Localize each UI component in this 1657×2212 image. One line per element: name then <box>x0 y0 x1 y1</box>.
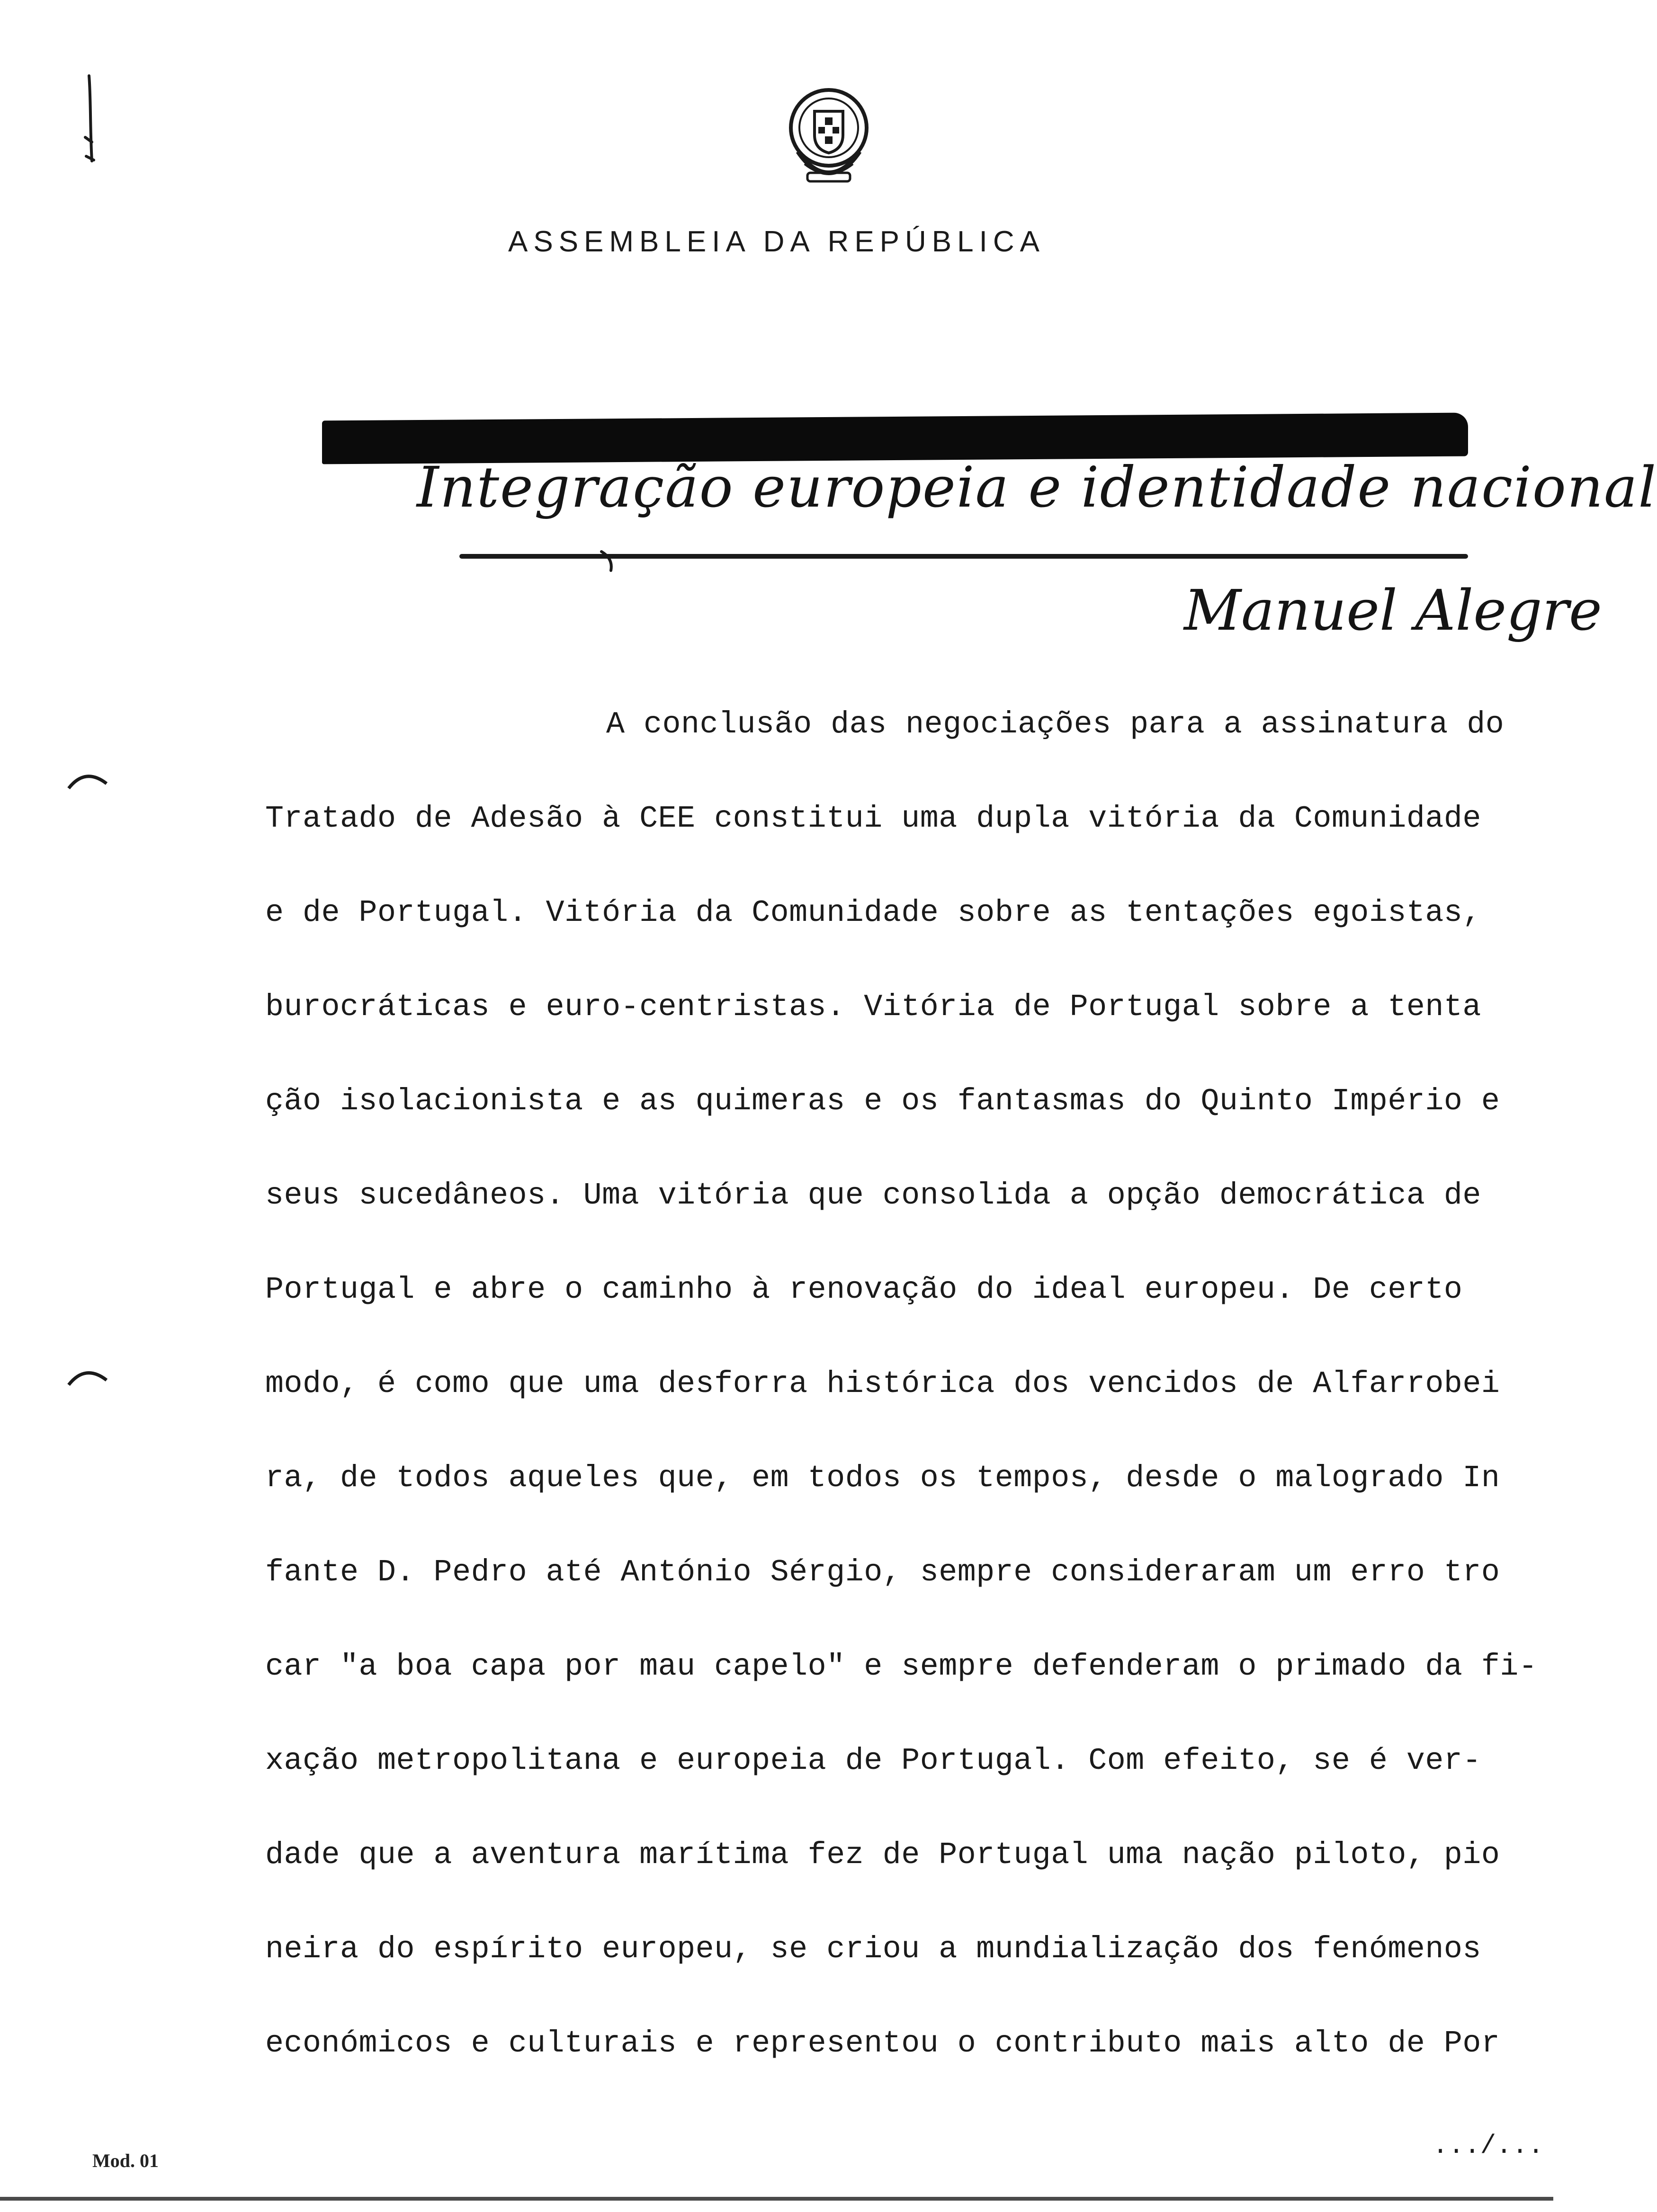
scan-bottom-edge <box>0 2197 1553 2201</box>
text-line: dade que a aventura marítima fez de Portugal uma nação piloto, pio <box>265 1837 1500 1873</box>
punch-hole-mark <box>66 1364 109 1387</box>
text-line: Tratado de Adesão à CEE constitui uma dupla vitória da Comunidade <box>265 801 1481 836</box>
text-line: ra, de todos aqueles que, em todos os tempos, desde o malogrado In <box>265 1461 1500 1496</box>
text-line: A conclusão das negociações para a assinatura do <box>606 707 1505 742</box>
body-text <box>265 705 1539 2119</box>
form-code: Mod. 01 <box>92 2150 159 2171</box>
portuguese-coat-of-arms-icon <box>781 80 876 194</box>
text-line: neira do espírito europeu, se criou a mundialização dos fenómenos <box>265 1932 1481 1967</box>
text-line: seus sucedâneos. Uma vitória que consolida a opção democrática de <box>265 1178 1481 1213</box>
text-line: Portugal e abre o caminho à renovação do ideal europeu. De certo <box>265 1272 1463 1307</box>
text-line: económicos e culturais e representou o contributo mais alto de Por <box>265 2026 1500 2061</box>
institution-name: ASSEMBLEIA DA REPÚBLICA <box>508 225 1045 258</box>
text-line: e de Portugal. Vitória da Comunidade sobre as tentações egoistas, <box>265 895 1481 930</box>
text-line: xação metropolitana e europeia de Portugal. Com efeito, se é ver- <box>265 1743 1481 1778</box>
handwritten-author: Manuel Alegre <box>1184 578 1602 643</box>
text-line: fante D. Pedro até António Sérgio, sempre consideraram um erro tro <box>265 1555 1500 1590</box>
text-line: modo, é como que uma desforra histórica dos vencidos de Alfarrobei <box>265 1366 1500 1401</box>
margin-pen-mark <box>76 66 104 185</box>
text-line: ção isolacionista e as quimeras e os fantasmas do Quinto Império e <box>265 1084 1500 1119</box>
continuation-marker: .../... <box>1432 2131 1544 2161</box>
text-line: car "a boa capa por mau capelo" e sempre defenderam o primado da fi- <box>265 1649 1538 1684</box>
underline-hook-mark <box>597 547 620 575</box>
punch-hole-mark <box>66 767 109 791</box>
text-line: burocráticas e euro-centristas. Vitória de Portugal sobre a tenta <box>265 990 1481 1025</box>
handwritten-title: Integração europeia e identidade nacional <box>417 455 1657 520</box>
